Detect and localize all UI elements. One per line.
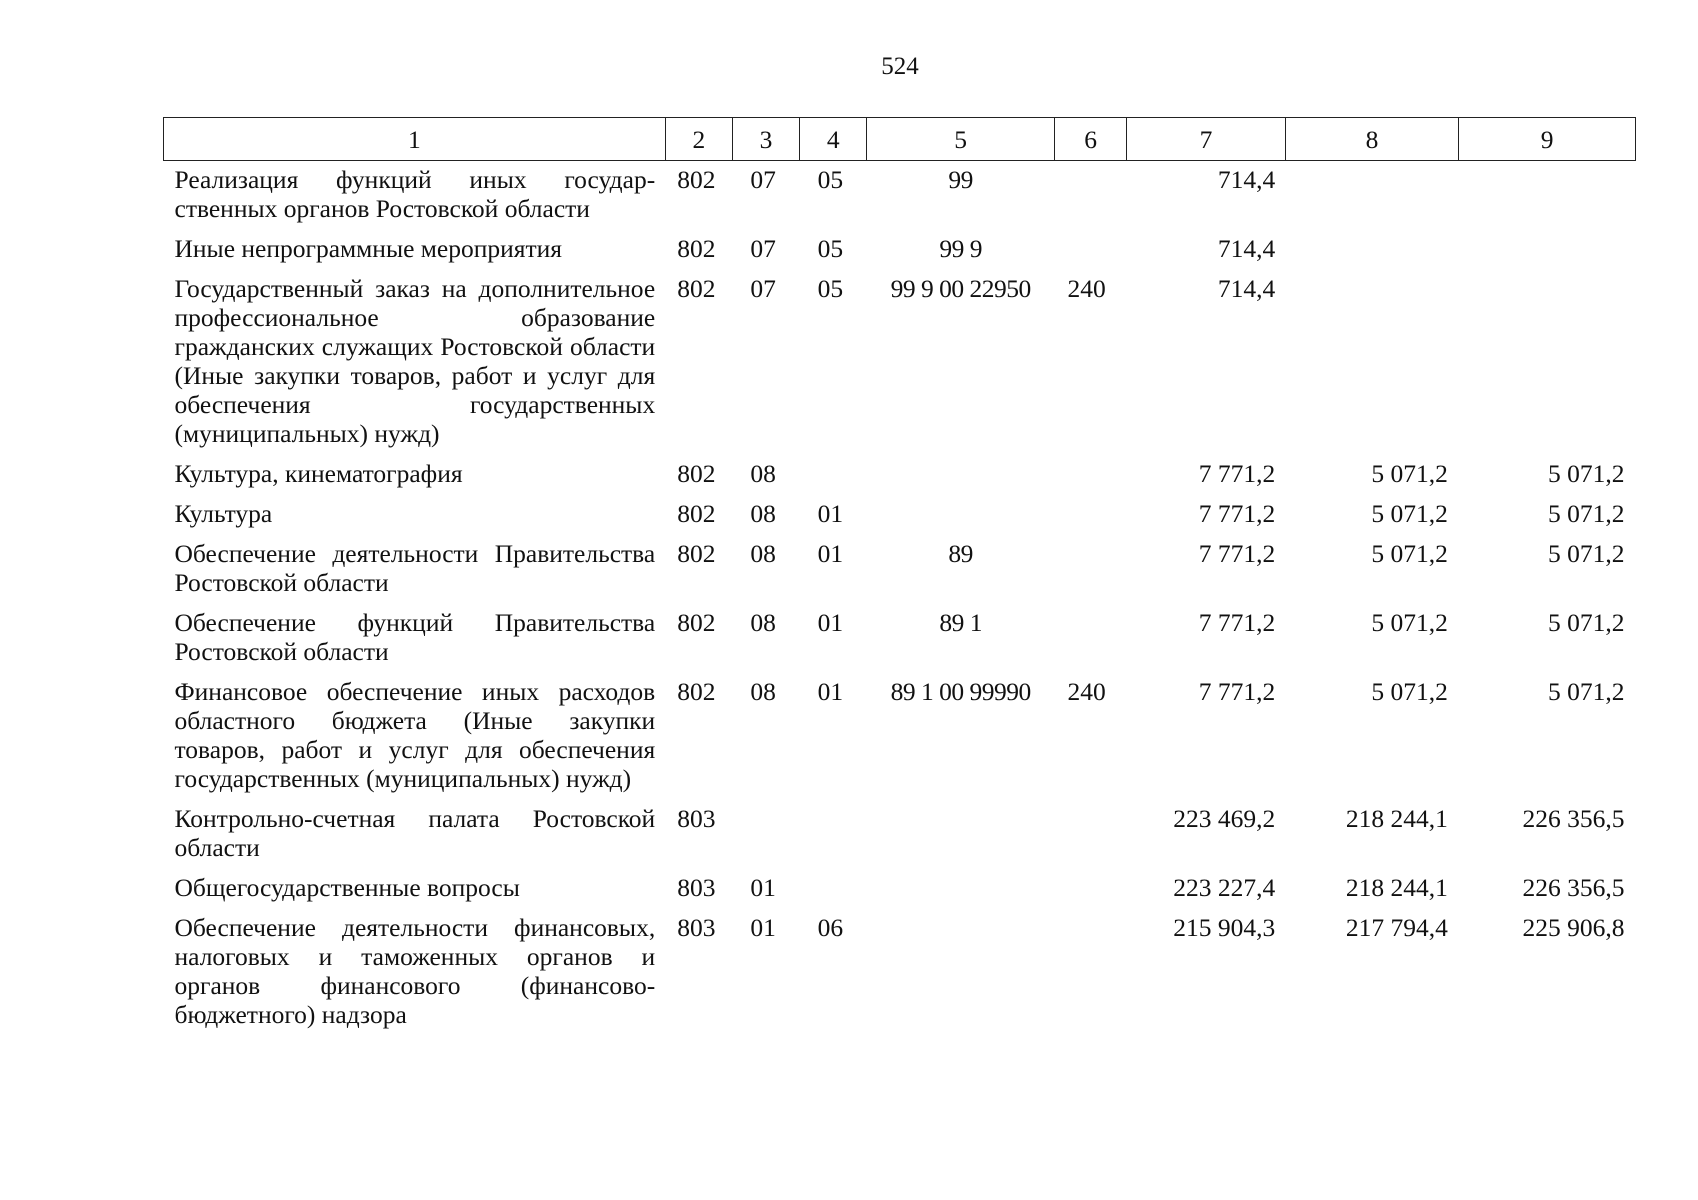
table-row <box>164 230 1636 270</box>
row-section-code: 01 <box>750 873 776 902</box>
row-ministry-code: 802 <box>677 677 716 706</box>
row-amount-year-2: 5 071,2 <box>1371 608 1448 637</box>
row-target-article: 99 9 <box>939 234 982 263</box>
row-amount-year-1: 223 227,4 <box>1173 873 1276 902</box>
row-ministry-code: 802 <box>677 608 716 637</box>
row-target-article <box>867 800 1055 869</box>
row-target-article: 89 1 <box>939 608 982 637</box>
row-description: Иные непрограммные мероприятия <box>174 234 563 263</box>
row-target-article: 99 <box>948 165 973 194</box>
row-section-code: 08 <box>750 499 776 528</box>
row-section-code: 08 <box>750 539 776 568</box>
row-ministry-code: 802 <box>677 459 716 488</box>
row-amount-year-2: 218 244,1 <box>1345 873 1448 902</box>
table-row <box>164 673 1636 800</box>
row-ministry-code: 802 <box>677 274 716 303</box>
row-amount-year-3 <box>1459 270 1636 455</box>
header-col-6: 6 <box>1054 118 1126 161</box>
row-subsection-code: 01 <box>817 608 844 637</box>
row-amount-year-1: 7 771,2 <box>1198 608 1276 637</box>
row-amount-year-2: 218 244,1 <box>1345 804 1448 833</box>
row-amount-year-1: 7 771,2 <box>1198 459 1276 488</box>
row-amount-year-2: 5 071,2 <box>1371 677 1448 706</box>
row-description: Государственный заказ на дополнительное профессиональное образование гражданских служащих Ростовской области (Иные закупки товаров, работ и услуг для обеспечения государственных (муниципальных) нужд) <box>174 274 656 448</box>
row-description: Реализация функций иных государственных органов Ростовской области <box>174 165 656 223</box>
row-ministry-code: 803 <box>677 913 716 942</box>
row-amount-year-3: 5 071,2 <box>1548 499 1625 528</box>
row-target-article: 99 9 00 22950 <box>890 274 1031 303</box>
table-row <box>164 869 1636 909</box>
row-description: Обеспечение функций Правительства Ростовской области <box>174 608 656 666</box>
row-amount-year-3: 5 071,2 <box>1548 608 1625 637</box>
header-col-8: 8 <box>1285 118 1459 161</box>
table-row <box>164 535 1636 604</box>
row-expense-type <box>1054 455 1126 495</box>
table-row <box>164 800 1636 869</box>
row-expense-type <box>1054 909 1126 1036</box>
table-body <box>164 161 1636 1037</box>
row-amount-year-3: 5 071,2 <box>1548 677 1625 706</box>
row-amount-year-1: 7 771,2 <box>1198 539 1276 568</box>
row-amount-year-3: 225 906,8 <box>1522 913 1625 942</box>
row-amount-year-2: 217 794,4 <box>1345 913 1448 942</box>
header-col-3: 3 <box>732 118 799 161</box>
row-expense-type <box>1054 535 1126 604</box>
row-amount-year-1: 223 469,2 <box>1173 804 1276 833</box>
row-description: Обеспечение деятельности Правительства Ростовской области <box>174 539 656 597</box>
row-subsection-code: 06 <box>817 913 844 942</box>
row-expense-type <box>1054 230 1126 270</box>
row-subsection-code: 01 <box>817 499 844 528</box>
row-target-article <box>867 909 1055 1036</box>
header-col-4: 4 <box>800 118 867 161</box>
row-description: Культура <box>174 499 273 528</box>
row-subsection-code: 05 <box>817 274 844 303</box>
row-section-code: 08 <box>750 677 776 706</box>
row-ministry-code: 803 <box>677 804 716 833</box>
row-target-article: 89 <box>948 539 973 568</box>
row-amount-year-3 <box>1459 161 1636 231</box>
row-section-code: 08 <box>750 608 776 637</box>
row-target-article <box>867 495 1055 535</box>
row-expense-type <box>1054 869 1126 909</box>
row-description: Контрольно-счетная палата Ростовской области <box>174 804 656 862</box>
row-amount-year-3: 226 356,5 <box>1522 873 1625 902</box>
row-subsection-code: 01 <box>817 539 844 568</box>
table-row <box>164 161 1636 231</box>
row-amount-year-2: 5 071,2 <box>1371 499 1448 528</box>
row-subsection-code: 01 <box>817 677 844 706</box>
row-description: Обеспечение деятельности финансовых, налоговых и таможенных органов и органов финансового (финансово-бюджетного) надзора <box>174 913 656 1029</box>
row-expense-type: 240 <box>1067 677 1106 706</box>
table-row <box>164 270 1636 455</box>
row-subsection-code <box>800 869 867 909</box>
row-expense-type <box>1054 800 1126 869</box>
row-amount-year-1: 7 771,2 <box>1198 499 1276 528</box>
row-subsection-code: 05 <box>817 165 844 194</box>
row-ministry-code: 802 <box>677 539 716 568</box>
page-number: 524 <box>881 53 919 80</box>
header-row <box>164 118 1636 161</box>
row-expense-type: 240 <box>1067 274 1106 303</box>
row-ministry-code: 802 <box>677 234 716 263</box>
row-amount-year-3: 5 071,2 <box>1548 459 1625 488</box>
row-amount-year-2 <box>1285 270 1459 455</box>
row-ministry-code: 802 <box>677 165 716 194</box>
header-col-7: 7 <box>1127 118 1286 161</box>
row-section-code: 01 <box>750 913 776 942</box>
row-section-code <box>732 800 799 869</box>
row-section-code: 07 <box>750 234 776 263</box>
row-target-article <box>867 869 1055 909</box>
table-row <box>164 604 1636 673</box>
row-description: Общегосударственные вопросы <box>174 873 520 902</box>
row-subsection-code <box>800 800 867 869</box>
row-amount-year-2 <box>1285 161 1459 231</box>
table-row <box>164 909 1636 1036</box>
row-amount-year-1: 215 904,3 <box>1173 913 1276 942</box>
table-row <box>164 495 1636 535</box>
row-amount-year-1: 714,4 <box>1217 165 1276 194</box>
row-amount-year-1: 714,4 <box>1217 234 1276 263</box>
row-subsection-code <box>800 455 867 495</box>
row-section-code: 08 <box>750 459 776 488</box>
row-description: Культура, кинематография <box>174 459 463 488</box>
header-col-5: 5 <box>867 118 1055 161</box>
row-ministry-code: 803 <box>677 873 716 902</box>
row-amount-year-2: 5 071,2 <box>1371 539 1448 568</box>
row-amount-year-1: 7 771,2 <box>1198 677 1276 706</box>
row-amount-year-1: 714,4 <box>1217 274 1276 303</box>
row-amount-year-3: 226 356,5 <box>1522 804 1625 833</box>
row-amount-year-2 <box>1285 230 1459 270</box>
row-expense-type <box>1054 604 1126 673</box>
row-subsection-code: 05 <box>817 234 844 263</box>
row-ministry-code: 802 <box>677 499 716 528</box>
header-col-1: 1 <box>164 118 666 161</box>
row-description: Финансовое обеспечение иных расходов областного бюджета (Иные закупки товаров, работ и услуг для обеспечения государственных (муниципальных) нужд) <box>174 677 656 793</box>
row-section-code: 07 <box>750 165 776 194</box>
header-col-9: 9 <box>1459 118 1636 161</box>
row-target-article <box>867 455 1055 495</box>
budget-table <box>163 117 1636 1036</box>
row-target-article: 89 1 00 99990 <box>890 677 1031 706</box>
table-header <box>164 118 1636 161</box>
header-col-2: 2 <box>665 118 732 161</box>
row-amount-year-3 <box>1459 230 1636 270</box>
row-section-code: 07 <box>750 274 776 303</box>
row-amount-year-3: 5 071,2 <box>1548 539 1625 568</box>
row-amount-year-2: 5 071,2 <box>1371 459 1448 488</box>
table-row <box>164 455 1636 495</box>
row-expense-type <box>1054 495 1126 535</box>
row-expense-type <box>1054 161 1126 231</box>
